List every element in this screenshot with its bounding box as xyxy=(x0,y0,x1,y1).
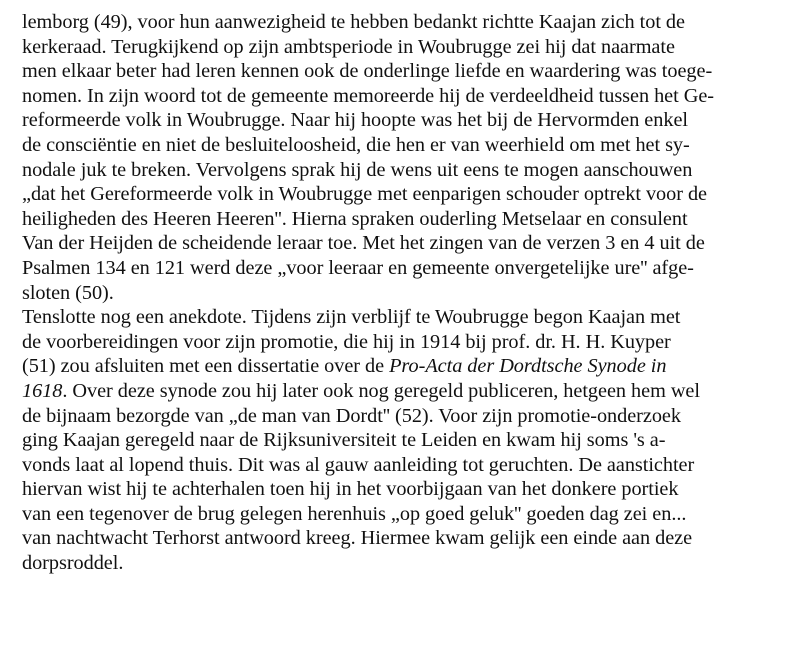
text-segment: . Over deze synode zou hij later ook nog geregeld publiceren, hetgeen hem wel xyxy=(62,379,700,402)
text-line: dorpsroddel. xyxy=(22,552,124,575)
dissertation-title: Pro-Acta der Dordtsche Synode in xyxy=(389,355,667,378)
body-text xyxy=(22,10,782,576)
text-line: reformeerde volk in Woubrugge. Naar hij hoopte was het bij de Hervormden enkel xyxy=(22,109,688,132)
text-line: de voorbereidingen voor zijn promotie, die hij in 1914 bij prof. dr. H. H. Kuyper xyxy=(22,330,671,353)
text-line: nomen. In zijn woord tot de gemeente memoreerde hij de verdeeldheid tussen het Ge- xyxy=(22,84,714,107)
text-line xyxy=(22,379,782,404)
text-line: nodale juk te breken. Vervolgens sprak hij de wens uit eens te mogen aanschouwen xyxy=(22,158,693,181)
text-line: de consciëntie en niet de besluiteloosheid, die hen er van weerhield om met het sy- xyxy=(22,133,690,156)
paragraph-1 xyxy=(22,10,782,305)
text-line: Tenslotte nog een anekdote. Tijdens zijn verblijf te Woubrugge begon Kaajan met xyxy=(22,306,681,329)
text-line: lemborg (49), voor hun aanwezigheid te hebben bedankt richtte Kaajan zich tot de xyxy=(22,11,685,33)
text-line: heiligheden des Heeren Heeren''. Hierna spraken ouderling Metselaar en consulent xyxy=(22,207,688,230)
text-line: de bijnaam bezorgde van „de man van Dordt'' (52). Voor zijn promotie-onderzoek xyxy=(22,404,681,427)
text-line: Van der Heijden de scheidende leraar toe. Met het zingen van de verzen 3 en 4 uit de xyxy=(22,232,705,255)
text-line: ging Kaajan geregeld naar de Rijksuniversiteit te Leiden en kwam hij soms 's a- xyxy=(22,429,666,452)
text-line: Psalmen 134 en 121 werd deze „voor leeraar en gemeente onvergetelijke ure'' afge- xyxy=(22,256,694,279)
text-line: kerkeraad. Terugkijkend op zijn ambtsperiode in Woubrugge zei hij dat naarmate xyxy=(22,35,675,58)
text-line: van nachtwacht Terhorst antwoord kreeg. Hiermee kwam gelijk een einde aan deze xyxy=(22,527,693,550)
dissertation-title-year: 1618 xyxy=(22,379,63,402)
paragraph-2 xyxy=(22,305,782,576)
text-segment: (51) zou afsluiten met een dissertatie over de xyxy=(22,355,390,378)
text-line: men elkaar beter had leren kennen ook de onderlinge liefde en waardering was toege- xyxy=(22,60,713,83)
text-line xyxy=(22,354,782,379)
text-line: van een tegenover de brug gelegen herenhuis „op goed geluk'' goeden dag zei en... xyxy=(22,502,687,525)
text-line: vonds laat al lopend thuis. Dit was al gauw aanleiding tot geruchten. De aanstichter xyxy=(22,453,695,476)
text-line: hiervan wist hij te achterhalen toen hij in het voorbijgaan van het donkere portiek xyxy=(22,478,679,501)
text-line: sloten (50). xyxy=(22,281,114,304)
text-line: „dat het Gereformeerde volk in Woubrugge met eenparigen schouder optrekt voor de xyxy=(22,183,707,206)
